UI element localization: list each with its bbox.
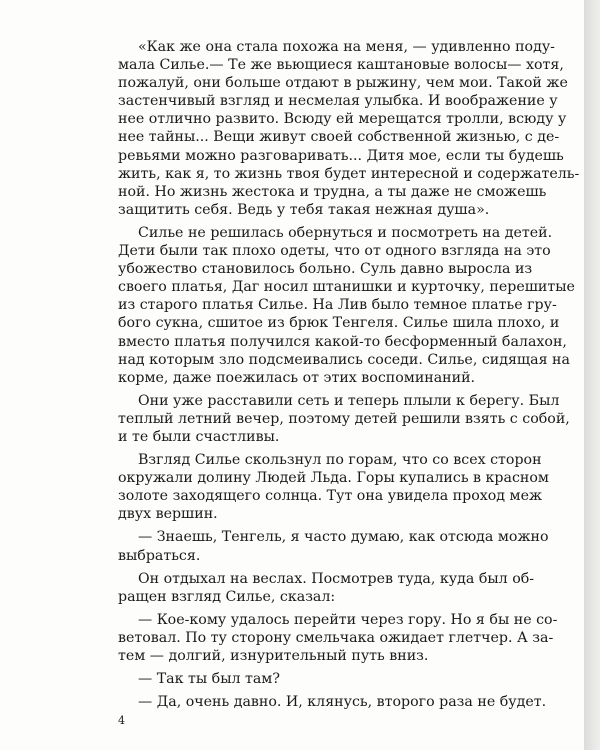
text-line: мала Силье.— Те же вьющиеся каштановые волосы— хотя, bbox=[118, 57, 564, 74]
text-line: «Как же она стала похожа на меня, — удивленно поду- bbox=[138, 39, 555, 55]
page-edge bbox=[584, 0, 600, 750]
text-line: — Знаешь, Тенгель, я часто думаю, как отсюда можно bbox=[138, 529, 549, 546]
page-number: 4 bbox=[118, 714, 125, 727]
paragraph-2 bbox=[118, 224, 575, 387]
text-line: ветовал. По ту сторону смельчака ожидает глетчер. А за- bbox=[118, 629, 554, 646]
text-line: нее отлично развито. Всюду ей мерещатся тролли, всюду у bbox=[118, 111, 567, 128]
text-line: золоте заходящего солнца. Тут она увидела проход меж bbox=[118, 488, 543, 505]
text-line: и те были счастливы. bbox=[118, 428, 280, 445]
text-line: Он отдыхал на веслах. Посмотрев туда, куда был об- bbox=[138, 570, 535, 587]
text-line: защитить себя. Ведь у тебя такая нежная душа». bbox=[118, 201, 490, 218]
text-line: убожество становилось больно. Суль давно выросла из bbox=[118, 261, 533, 278]
text-line: ревьями можно разговаривать... Дитя мое, если ты будешь bbox=[118, 147, 564, 164]
text-line: — Кое-кому удалось перейти через гору. Но я бы не со- bbox=[138, 611, 558, 628]
text-line: двух вершин. bbox=[118, 506, 218, 523]
paragraph-6 bbox=[118, 570, 535, 606]
text-line: Взгляд Силье скользнул по горам, что со всех сторон bbox=[138, 452, 542, 469]
text-line: корме, даже поежилась от этих воспоминаний. bbox=[118, 369, 476, 386]
text-line: теплый летний вечер, поэтому детей решили взять с собой, bbox=[118, 410, 570, 427]
text-line: — Да, очень давно. И, клянусь, второго раза не будет. bbox=[138, 694, 547, 711]
text-line: пожалуй, они больше отдают в рыжину, чем мои. Такой же bbox=[118, 75, 568, 92]
text-line: застенчивый взгляд и несмелая улыбка. И воображение у bbox=[118, 93, 558, 110]
paragraph-3 bbox=[118, 392, 570, 446]
text-line: своего платья, Даг носил штанишки и курточку, перешитые bbox=[118, 279, 575, 296]
text-line: нее тайны... Вещи живут своей собственной жизнью, с де- bbox=[118, 129, 560, 146]
text-line: бого сукна, сшитое из брюк Тенгеля. Силье шила плохо, и bbox=[118, 315, 560, 332]
text-line: из старого платья Силье. На Лив было темное платье гру- bbox=[118, 297, 557, 314]
page-text bbox=[118, 38, 580, 716]
text-line: — Так ты был там? bbox=[138, 671, 280, 688]
text-line: ращен взгляд Силье, сказал: bbox=[118, 588, 336, 605]
text-line: жить, как я, то жизнь твоя будет интересной и содержатель- bbox=[118, 165, 580, 182]
paragraph-4 bbox=[118, 451, 549, 523]
paragraph-7 bbox=[118, 611, 558, 665]
text-line: вместо платья получился какой-то бесформенный балахон, bbox=[118, 333, 567, 350]
paragraph-8 bbox=[118, 670, 510, 688]
text-line: ной. Но жизнь жестока и трудна, а ты даже не сможешь bbox=[118, 183, 547, 200]
text-line: выбраться. bbox=[118, 547, 201, 564]
text-line: тем — долгий, изнурительный путь вниз. bbox=[118, 648, 429, 664]
paragraph-1 bbox=[118, 38, 580, 219]
paragraph-9 bbox=[118, 693, 547, 711]
text-line: окружали долину Людей Льда. Горы купались в красном bbox=[118, 470, 549, 487]
text-line: Они уже расставили сеть и теперь плыли к берегу. Был bbox=[138, 392, 560, 409]
text-line: Силье не решилась обернуться и посмотреть на детей. bbox=[138, 224, 553, 241]
text-line: Дети были так плохо одеты, что от одного взгляда на это bbox=[118, 243, 551, 260]
paragraph-5 bbox=[118, 528, 549, 564]
text-line: над которым зло подсмеивались соседи. Силье, сидящая на bbox=[118, 351, 570, 368]
